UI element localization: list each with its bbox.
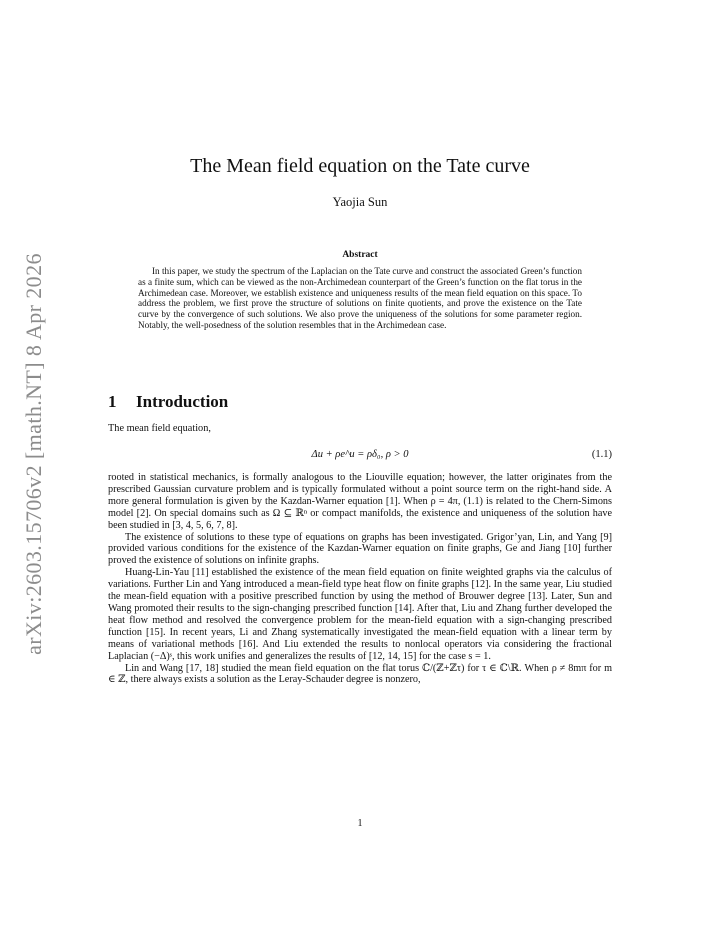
equation-number: (1.1) [591, 449, 612, 460]
abstract-heading: Abstract [342, 250, 378, 260]
paper-title: The Mean field equation on the Tate curve [190, 155, 530, 177]
section-body [108, 472, 612, 686]
section-number: 1 [108, 392, 117, 411]
body-paragraph-1: rooted in statistical mechanics, is formally analogous to the Liouville equation; however, the latter originates from the prescribed Gaussian curvature problem and is typically formulated without a point source term on the right-hand side. A more general formulation is given by the Kazdan-Warner equation [1]. When ρ = 4π, (1.1) is related to the Chern-Simons model [2]. On special domains such as Ω ⊆ ℝⁿ or compact manifolds, the existence and uniqueness of the solution have been studied in [3, 4, 5, 6, 7, 8]. [108, 472, 612, 531]
section-title: Introduction [136, 392, 229, 411]
arxiv-identifier-stamp [14, 254, 54, 654]
section-heading [108, 392, 228, 412]
equation-1-1 [108, 449, 612, 460]
body-paragraph-4: Lin and Wang [17, 18] studied the mean field equation on the flat torus ℂ/(ℤ+ℤτ) for τ ∈ ℂ\ℝ. When ρ ≠ 8mπ for m ∈ ℤ, there always exists a solution as the Leray-Schauder degree is nonzero, [108, 662, 612, 686]
abstract-text: In this paper, we study the spectrum of the Laplacian on the Tate curve and construct the associated Green’s function as a finite sum, which can be viewed as the non-Archimedean counterpart of the Green’s function on the flat torus in the Archimedean case. Moreover, we establish existence and uniqueness results of the mean field equation on this space. To address the problem, we first prove the structure of solutions on finite quotients, and prove the existence on the Tate curve by the convergence of such solutions. We also prove the uniqueness of the solutions for some parameter region. Notably, the well-posedness of the solution resembles that in the Archimedean case. [138, 266, 582, 330]
paper-author: Yaojia Sun [332, 195, 388, 209]
body-paragraph-2: The existence of solutions to these type of equations on graphs has been investigated. Grigor’yan, Lin, and Yang [9] provided various conditions for the existence of the Kazdan-Warner equation on finite graphs, Ge and Jiang [10] further proved the existence of solutions on infinite graphs. [108, 531, 612, 567]
body-paragraph-3: Huang-Lin-Yau [11] established the existence of the mean field equation on finite weighted graphs via the calculus of variations. Further Lin and Yang introduced a mean-field type heat flow on finite graphs [12]. In the same year, Liu studied the mean-field equation with a positive prescribed function by using the method of Brouwer degree [13]. Later, Sun and Wang promoted their results to the sign-changing prescribed function [14]. After that, Liu and Zhang further developed the heat flow method and resolved the convergence problem for the mean-field equation with a sign-changing prescribed function [15]. In recent years, Li and Zhang systematically investigated the mean-field equation with a linear term by means of variational methods [16]. And Liu extended the results to nonlocal operators via considering the fractional Laplacian (−Δ)ˢ, this work unifies and generalizes the results of [12, 14, 15] for the case s = 1. [108, 567, 612, 662]
arxiv-identifier-text: arXiv:2603.15706v2 [math.NT] 8 Apr 2026 [21, 253, 46, 655]
section-intro-line: The mean field equation, [108, 423, 211, 434]
page-number: 1 [357, 818, 363, 829]
equation-body: Δu + ρe^u = ρδ₀, ρ > 0 [311, 449, 409, 460]
